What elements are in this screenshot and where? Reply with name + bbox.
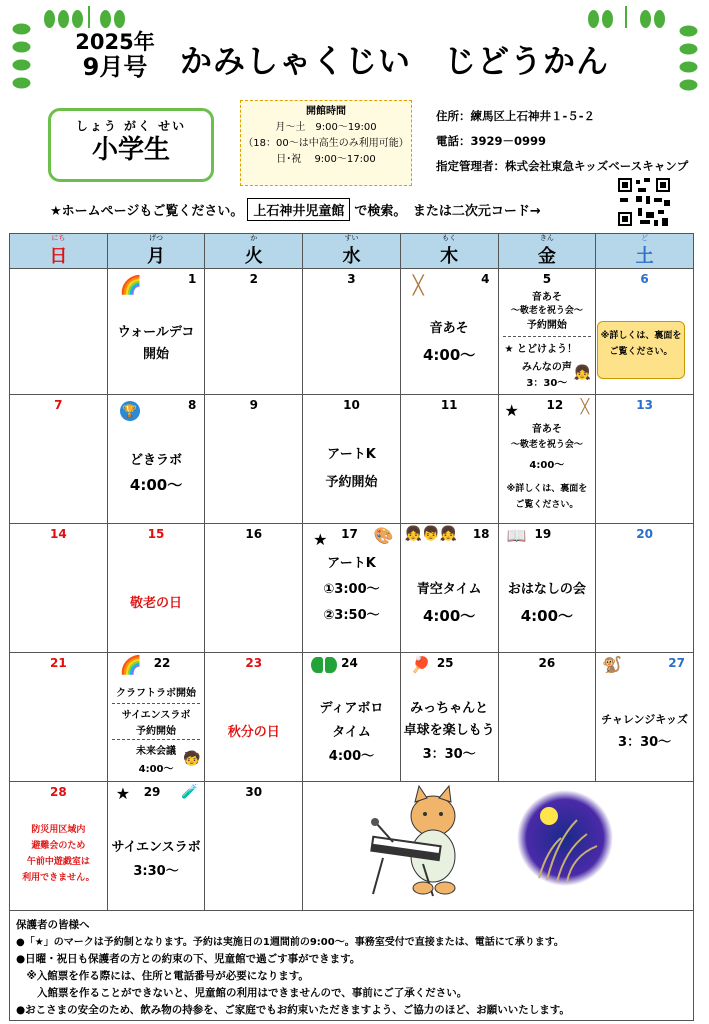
day-number: 16 [245,527,263,541]
day-cell-30[interactable] [205,782,303,911]
day-cell-22[interactable] [107,653,205,782]
day-number: 14 [50,527,67,541]
day-number: 29 [143,785,161,799]
year-label: 2025年 [75,30,155,54]
event-time: 3：30～ [422,747,476,762]
notice-line: ※入館票を作る際には、住所と電話番号が必要になります。 [16,970,309,982]
notice-line: ●「★」のマークは予約制となります。予約は実施日の1週間前の9:00～。事務室受付で直接または、電話にて承ります。 [16,937,564,948]
event-time: 3：30～ [618,735,672,750]
day-number: 21 [50,656,67,670]
day-number: 4 [481,272,490,286]
day-cell-26[interactable] [498,653,596,782]
day-cell-27[interactable] [596,653,694,782]
kids-icon: 👧 [573,365,592,381]
event-time: 4:00～ [520,607,574,625]
day-number: 18 [472,527,490,541]
homepage-prefix: ★ホームページもご覧ください。 [50,204,244,219]
weekday-tue [205,234,303,269]
day-number: 7 [54,398,63,412]
week-row [10,653,694,782]
day-cell-14[interactable] [10,524,108,653]
details-callout: ※詳しくは、裏面をご覧ください。 [597,321,685,379]
event-time: 4:00～ [129,476,183,494]
notice-heading: 保護者の皆様へ [16,919,90,931]
book-reader-icon: 📖 [506,526,527,545]
weekday-ruby: もく [442,234,457,242]
weekday-label: 金 [537,246,556,267]
day-number: 17 [341,527,358,541]
diabolo-icon [311,657,339,673]
day-cell-4[interactable] [400,269,498,395]
hours-note: （18：00～は中高生のみ利用可能） [243,138,409,149]
event-time: 4:00～ [423,346,476,364]
day-cell-24[interactable] [303,653,401,782]
day-number: 27 [668,656,685,670]
day-number: 19 [534,527,552,541]
weekday-label: 火 [244,246,263,267]
weekday-thu [400,234,498,269]
grade-ruby: しょう がく せい [75,119,187,133]
notice-line: 入館票を作ることができないと、児童館の利用はできませんので、事前にご了承ください。 [16,987,468,999]
weekday-ruby: か [250,234,258,242]
drumsticks-icon: ╳ [412,275,424,296]
day-cell-18[interactable] [400,524,498,653]
event-time: 4:00～ [423,607,476,625]
star-icon: ★ [115,784,131,803]
event-note-3: 午前中遊戯室は [26,857,90,867]
issue-date [60,30,170,80]
day-cell-12[interactable] [498,395,596,524]
event-note: ※詳しくは、裏面を [506,484,588,494]
issue-label: 9月号 [82,53,148,81]
monkeys-icon: 🐒 [602,655,623,674]
event-sub: ～敬老を祝う会～ [510,306,583,316]
phone: 電話：3929－0999 [436,134,547,148]
day-cell-2[interactable] [205,269,303,395]
day-cell-11[interactable] [400,395,498,524]
event-title: ウォールデコ [117,325,195,340]
event-title: 青空タイム [416,582,482,597]
qr-code-icon[interactable] [616,176,672,228]
hours-heading: 開館時間 [306,106,346,117]
event-note-1: 防災用区域内 [31,825,86,835]
week-row [10,395,694,524]
weekday-label: 日 [49,246,68,267]
moon-grass-illustration [517,790,613,886]
weekday-ruby: すい [344,234,359,242]
day-cell-empty [10,269,108,395]
kids-icon: 🧒 [182,751,201,767]
event-title: みっちゃんと [410,701,489,716]
day-number: 9 [249,398,258,412]
event-time: 3:30～ [133,864,179,879]
day-number: 22 [153,656,171,670]
day-number: 3 [347,272,356,286]
day-cell-19[interactable] [498,524,596,653]
illustration-area [303,782,694,911]
day-number: 13 [636,398,653,412]
event-sub: 卓球を楽しもう [403,723,495,738]
event-title-3: 未来会議 [136,746,177,757]
event-note-4: 利用できません。 [22,873,95,883]
event-sub: タイム [332,725,371,740]
day-cell-1[interactable] [107,269,205,395]
day-number: 11 [440,398,458,412]
weekday-wed [303,234,401,269]
holiday-label: 敬老の日 [130,596,183,611]
scientist-icon: 🧪 [180,784,199,800]
day-cell-28[interactable] [10,782,108,911]
grade-label: 小学生 [91,135,170,165]
day-cell-7[interactable] [10,395,108,524]
event-time: 4:00～ [529,460,565,471]
event-time-1: ①3:00～ [323,582,380,597]
homepage-search-keyword[interactable]: 上石神井児童館 [247,198,350,221]
weekday-label: 土 [635,246,654,267]
address: 住所：練馬区上石神井１-５-２ [436,109,596,123]
holiday-label: 秋分の日 [227,725,280,740]
weekday-label: 水 [342,246,361,267]
day-number: 24 [341,656,358,670]
day-number: 28 [50,785,67,799]
day-number: 10 [343,398,360,412]
weekday-ruby: にち [51,234,66,242]
day-number: 23 [245,656,263,670]
day-number: 5 [542,272,552,286]
manager: 指定管理者：株式会社東急キッズベースキャンプ [436,159,689,173]
event-sub-2: みんなの声 [521,362,572,373]
day-number: 15 [147,527,165,541]
event-note-2: 避難会のため [31,841,86,851]
kids-icon: 👧👦👧 [404,526,458,542]
day-cell-3[interactable] [303,269,401,395]
rainbow-icon: 🌈 [119,275,143,296]
event-title: 音あそ [531,292,562,303]
hours-weekday: 月～土 9:00～19:00 [275,122,377,133]
weekday-sat [596,234,694,269]
weekday-ruby: ど [641,234,649,242]
weekday-fri [498,234,596,269]
day-number: 26 [538,656,556,670]
event-title: サイエンスラボ [111,840,201,855]
day-number: 20 [636,527,653,541]
event-title: 音あそ [429,321,469,336]
rainbow-icon: 🌈 [119,655,143,676]
event-title: チャレンジキッズ [601,713,689,726]
notice-line: ●おこさまの安全のため、飲み物の持参を、ご家庭でもお約束いただきますよう、ご協力のほど、お願いいたします。 [16,1004,570,1016]
day-cell-17[interactable] [303,524,401,653]
homepage-note [50,198,541,221]
event-time-2: ②3:50～ [323,608,380,623]
day-number: 2 [249,272,258,286]
divider [112,703,201,704]
weekday-header-row [10,234,694,269]
event-title: おはなしの会 [507,582,586,597]
event-sub: 予約開始 [325,475,378,490]
day-number: 12 [546,398,564,412]
event-time: 4:00～ [328,749,375,764]
divider [112,739,201,740]
weekday-ruby: きん [539,234,554,242]
notice-line: ●日曜・祝日も保護者の方との約束の下、児童館で過ごす事ができます。 [16,953,361,965]
day-cell-16[interactable] [205,524,303,653]
contact-info [436,104,688,179]
day-cell-20[interactable] [596,524,694,653]
week-row [10,524,694,653]
opening-hours-box [240,100,412,186]
event-title: アートK [327,556,376,571]
day-number: 1 [188,272,197,286]
event-title-2: サイエンスラボ [121,710,191,721]
day-cell-21[interactable] [10,653,108,782]
homepage-suffix: で検索。 または二次元コード→ [354,204,541,219]
event-note: 予約開始 [526,320,567,331]
day-cell-10[interactable] [303,395,401,524]
day-cell-29[interactable] [107,782,205,911]
day-number: 25 [436,656,454,670]
event-time: 4:00～ [138,764,174,775]
calendar-table [9,233,694,911]
artist-icon: 🎨 [373,526,394,545]
drumsticks-icon: ╳ [580,399,590,415]
trophy-icon: 🏆 [120,401,140,421]
day-cell-25[interactable] [400,653,498,782]
grade-badge [48,108,214,182]
star-icon: ★ [504,401,519,420]
parents-notice [9,907,694,1021]
day-cell-15[interactable] [107,524,205,653]
event-note-2: ご覧ください。 [515,500,579,510]
day-cell-23[interactable] [205,653,303,782]
page-title: かみしゃくじい じどうかん [180,42,610,80]
day-cell-13[interactable] [596,395,694,524]
day-cell-5[interactable] [498,269,596,395]
event-title: クラフトラボ開始 [116,688,197,699]
weekday-label: 月 [147,246,166,267]
hours-holiday: 日･祝 9:00～17:00 [276,154,376,165]
star-icon: ★ [313,530,328,549]
day-number: 6 [640,272,649,286]
event-title-2: ★ とどけよう！ [504,344,577,355]
week-row [10,269,694,395]
event-title: アートK [327,447,376,462]
event-time: 3：30～ [526,378,568,389]
weekday-label: 木 [440,246,459,267]
day-cell-8[interactable] [107,395,205,524]
event-sub-2: 予約開始 [136,726,177,737]
divider [503,336,592,337]
event-title: ディアボロ [319,701,384,716]
day-number: 8 [188,398,197,412]
cat-keyboard-illustration [363,784,483,902]
event-sub: ～敬老を祝う会～ [510,440,583,450]
day-number: 30 [245,785,263,799]
weekday-mon [107,234,205,269]
week-row [10,782,694,911]
event-sub: 開始 [143,347,170,362]
ping-pong-icon: 🏓 [410,655,431,674]
event-title: 音あそ [531,424,562,435]
event-title: どきラボ [130,453,183,468]
day-cell-9[interactable] [205,395,303,524]
weekday-sun [10,234,108,269]
weekday-ruby: げつ [149,234,164,242]
